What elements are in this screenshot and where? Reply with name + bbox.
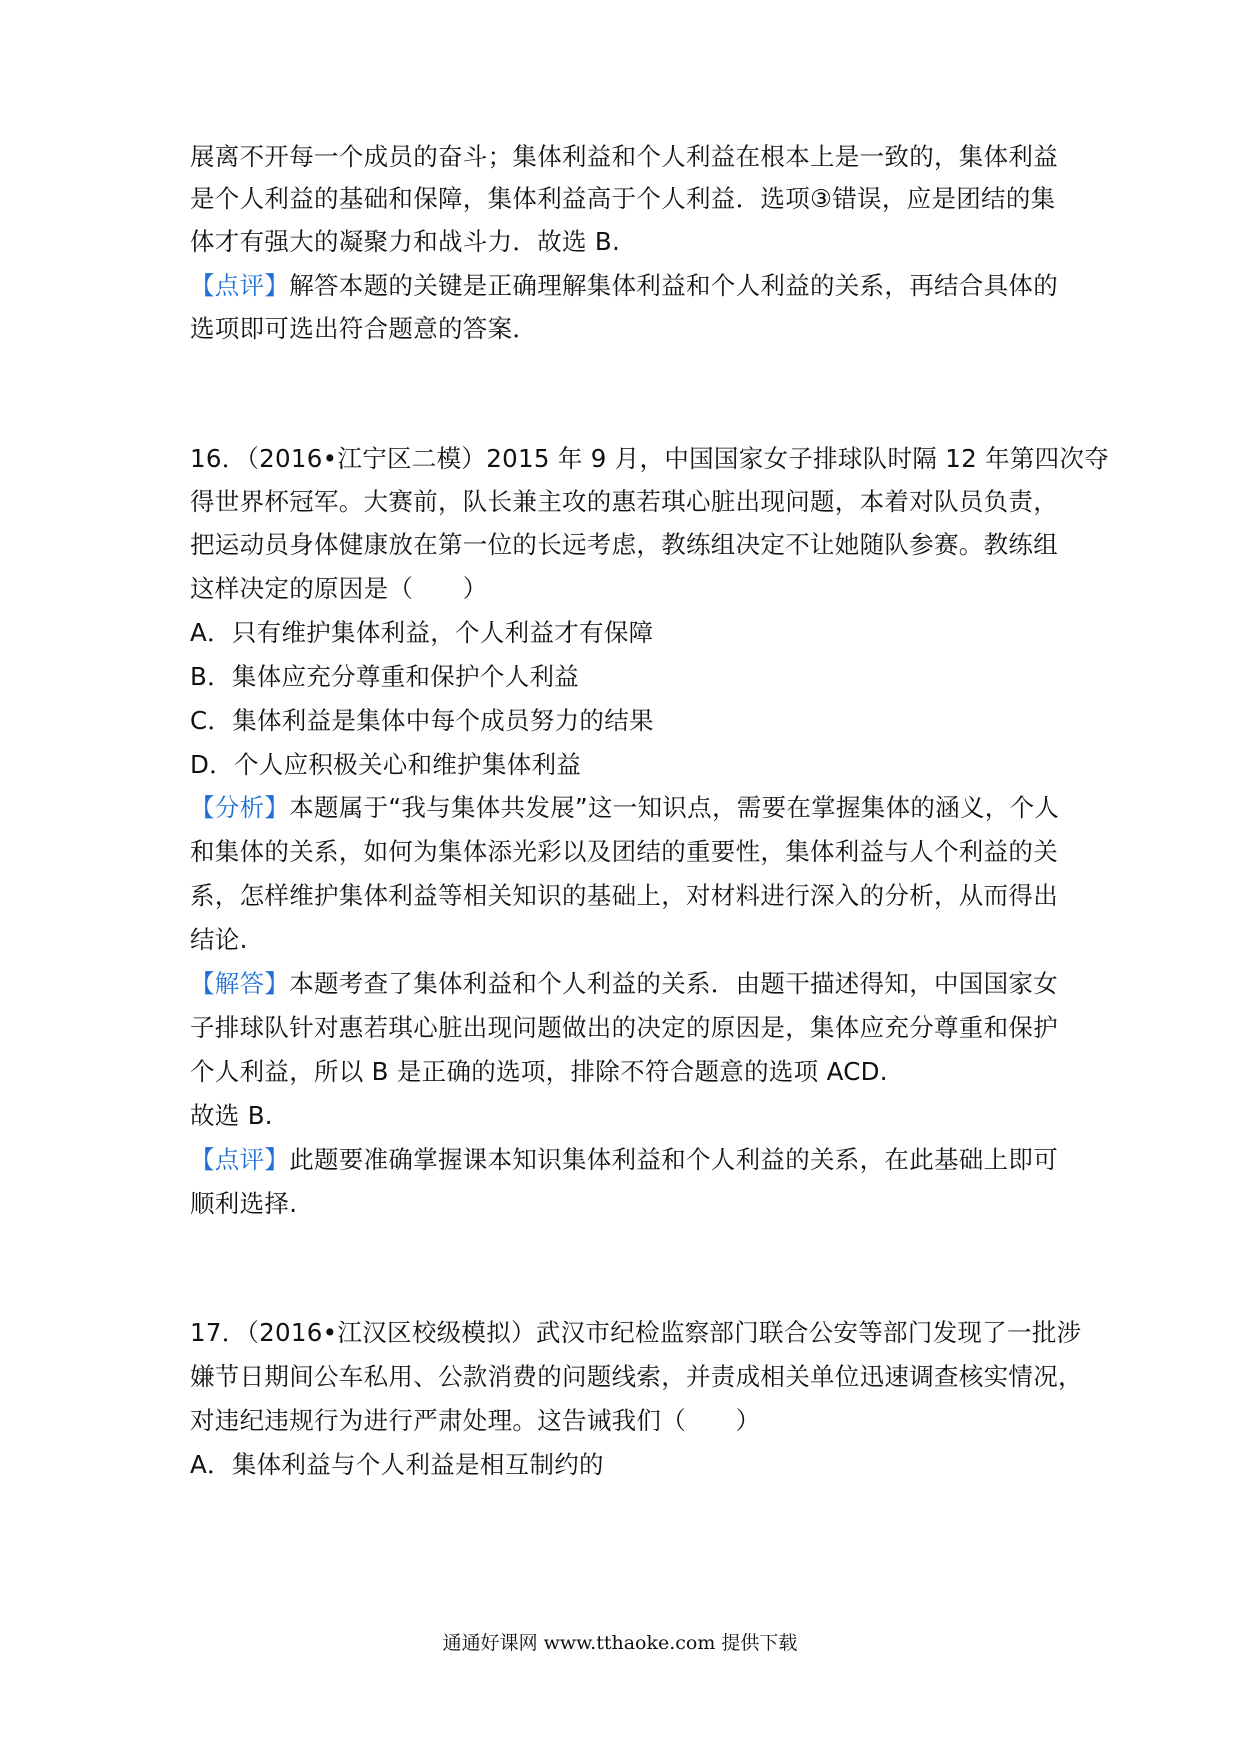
text-line: 故选 B.: [190, 1101, 273, 1130]
option-d: D．个人应积极关心和维护集体利益: [190, 750, 582, 779]
text-line: 得世界杯冠军。大赛前，队长兼主攻的惠若琪心脏出现问题，本着对队员负责，: [190, 487, 1058, 516]
comment-line: [190, 1143, 1060, 1177]
comment-tag: 【点评】: [190, 1145, 290, 1174]
question-17-stem: 17．（2016•江汉区校级模拟）武汉市纪检监察部门联合公安等部门发现了一批涉: [190, 1318, 1082, 1347]
comment-line: [190, 269, 1060, 303]
option-c: C．集体利益是集体中每个成员努力的结果: [190, 706, 654, 735]
text-line: 个人利益，所以 B 是正确的选项，排除不符合题意的选项 ACD.: [190, 1057, 888, 1086]
question-16-stem: 16．（2016•江宁区二模）2015 年 9 月，中国国家女子排球队时隔 12 年第四次夺: [190, 444, 1110, 473]
text-line: 是个人利益的基础和保障，集体利益高于个人利益．选项③错误，应是团结的集: [190, 184, 1056, 213]
analysis-text: 本题属于“我与集体共发展”这一知识点，需要在掌握集体的涵义，个人: [289, 793, 1060, 822]
answer-tag: 【解答】: [190, 969, 290, 998]
analysis-tag: 【分析】: [190, 793, 290, 822]
comment-text: 解答本题的关键是正确理解集体利益和个人利益的关系，再结合具体的: [289, 271, 1058, 300]
text-line: 这样决定的原因是（ ）: [190, 574, 488, 603]
text-line: 结论.: [190, 925, 248, 954]
text-line: 顺利选择.: [190, 1189, 298, 1218]
comment-tag: 【点评】: [190, 271, 290, 300]
option-a: A．集体利益与个人利益是相互制约的: [190, 1450, 604, 1479]
text-line: 嫌节日期间公车私用、公款消费的问题线索，并责成相关单位迅速调查核实情况，: [190, 1362, 1083, 1391]
text-line: 把运动员身体健康放在第一位的长远考虑，教练组决定不让她随队参赛。教练组: [190, 530, 1058, 559]
text-line: 体才有强大的凝聚力和战斗力．故选 B.: [190, 227, 621, 256]
text-line: 子排球队针对惠若琪心脏出现问题做出的决定的原因是，集体应充分尊重和保护: [190, 1013, 1058, 1042]
text-line: 展离不开每一个成员的奋斗；集体利益和个人利益在根本上是一致的，集体利益: [190, 142, 1058, 171]
option-a: A．只有维护集体利益，个人利益才有保障: [190, 618, 654, 647]
analysis-line: [190, 791, 1060, 825]
page-footer: 通通好课网 www.tthaoke.com 提供下载: [442, 1632, 798, 1654]
answer-line: [190, 967, 1060, 1001]
text-line: 系，怎样维护集体利益等相关知识的基础上，对材料进行深入的分析，从而得出: [190, 881, 1058, 910]
answer-text: 本题考查了集体利益和个人利益的关系．由题干描述得知，中国国家女: [289, 969, 1058, 998]
text-line: 和集体的关系，如何为集体添光彩以及团结的重要性，集体利益与人个利益的关: [190, 837, 1058, 866]
comment-text: 此题要准确掌握课本知识集体利益和个人利益的关系，在此基础上即可: [289, 1145, 1058, 1174]
text-line: 选项即可选出符合题意的答案．: [190, 314, 538, 343]
text-line: 对违纪违规行为进行严肃处理。这告诫我们（ ）: [190, 1406, 761, 1435]
option-b: B．集体应充分尊重和保护个人利益: [190, 662, 580, 691]
